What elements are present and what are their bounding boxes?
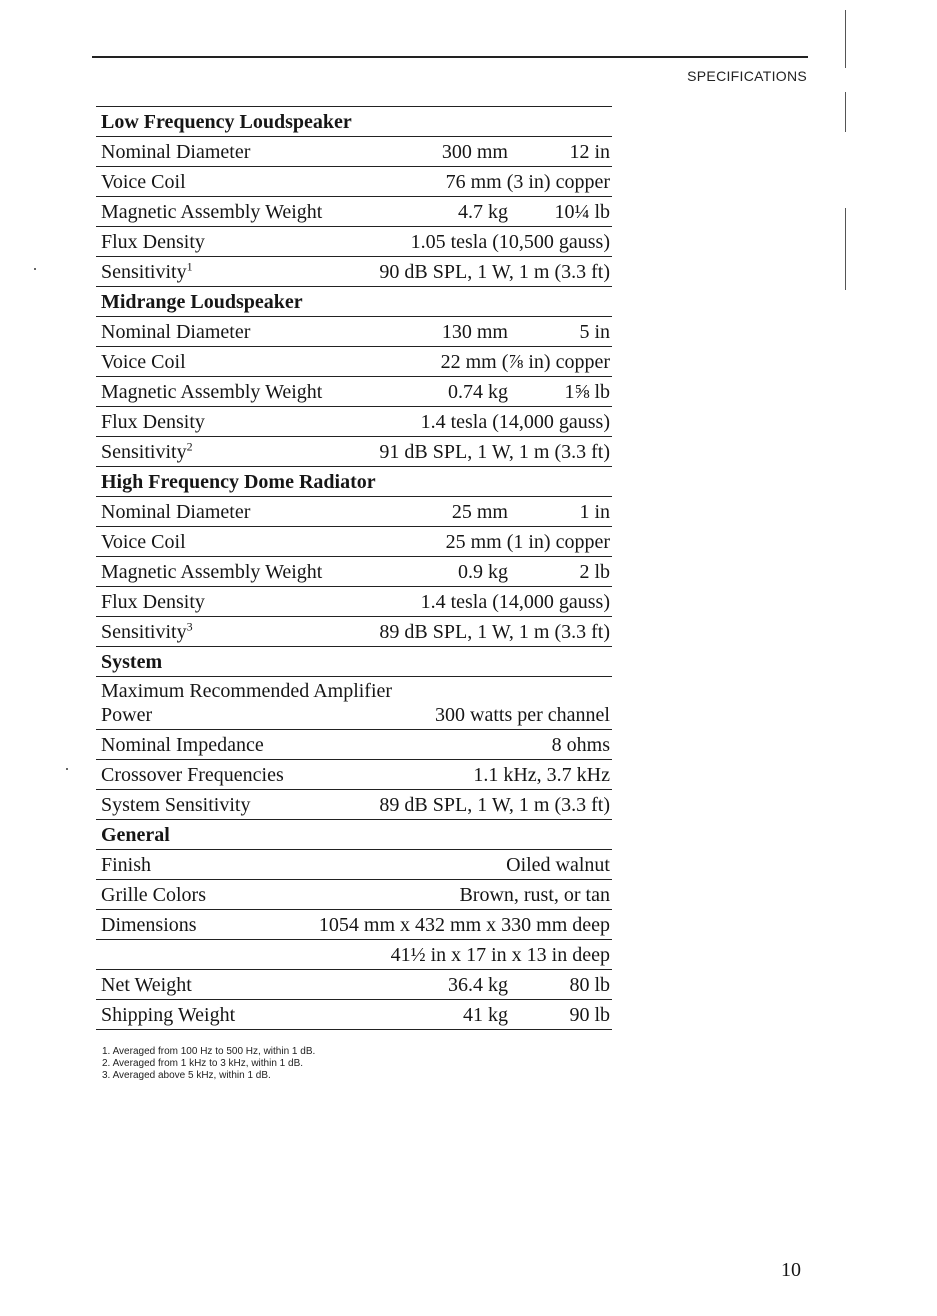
spec-row — [96, 197, 612, 227]
spec-value: 1.4 tesla (14,000 gauss) — [420, 411, 610, 433]
section-title: Low Frequency Loudspeaker — [101, 111, 352, 133]
spec-value: 1.1 kHz, 3.7 kHz — [473, 764, 610, 786]
spec-value-imperial: 10¼ lb — [554, 201, 610, 223]
section-title: Midrange Loudspeaker — [101, 291, 303, 313]
footnotes — [102, 1046, 315, 1082]
footnote: 2. Averaged from 1 kHz to 3 kHz, within 1 dB. — [102, 1058, 304, 1069]
spec-row — [96, 497, 612, 527]
spec-label — [101, 733, 264, 757]
spec-row — [96, 347, 612, 377]
spec-value: 1054 mm x 432 mm x 330 mm deep — [318, 914, 610, 936]
spec-row — [96, 617, 612, 647]
spec-label — [101, 320, 250, 344]
spec-label-text: Dimensions — [101, 914, 197, 936]
margin-mark — [845, 208, 846, 290]
spec-value: 76 mm (3 in) copper — [445, 171, 610, 193]
spec-label — [101, 883, 206, 907]
spec-label-text: Voice Coil — [101, 531, 186, 553]
footnote-ref: 2 — [186, 439, 193, 454]
spec-value-metric: 300 mm — [441, 141, 508, 163]
spec-label-text: Nominal Diameter — [101, 501, 251, 523]
spec-label — [101, 410, 205, 434]
footnote: 3. Averaged above 5 kHz, within 1 dB. — [102, 1070, 271, 1081]
spec-value-imperial: 80 lb — [569, 974, 610, 996]
spec-value-imperial: 12 in — [569, 141, 610, 163]
section-title: High Frequency Dome Radiator — [101, 471, 376, 493]
spec-label-text: Flux Density — [101, 411, 205, 433]
page-header: SPECIFICATIONS — [687, 68, 807, 84]
spec-value-imperial: 5 in — [579, 321, 610, 343]
spec-label-text: Net Weight — [101, 974, 192, 996]
spec-row — [96, 970, 612, 1000]
spec-label — [101, 230, 205, 254]
spec-label-text: Magnetic Assembly Weight — [101, 561, 323, 583]
spec-label — [101, 560, 322, 584]
spec-label — [101, 380, 322, 404]
spec-label-text: Sensitivity — [101, 621, 187, 643]
footnote: 1. Averaged from 100 Hz to 500 Hz, within 1 dB. — [102, 1046, 316, 1057]
spec-label-text: Voice Coil — [101, 351, 186, 373]
spec-value: 41½ in x 17 in x 13 in deep — [390, 944, 610, 966]
spec-value: 1.05 tesla (10,500 gauss) — [410, 231, 610, 253]
spec-value: Brown, rust, or tan — [459, 884, 610, 906]
spec-row — [96, 940, 612, 970]
spec-row — [96, 257, 612, 287]
spec-label-text: Nominal Diameter — [101, 321, 251, 343]
spec-value: 89 dB SPL, 1 W, 1 m (3.3 ft) — [379, 794, 610, 816]
spec-label — [101, 853, 151, 877]
spec-value-metric: 41 kg — [463, 1004, 508, 1026]
spec-label-text: Sensitivity — [101, 441, 187, 463]
footnote-ref: 3 — [186, 619, 193, 634]
spec-label — [101, 530, 186, 554]
spec-row — [96, 317, 612, 347]
section-heading — [96, 287, 612, 317]
spec-value-metric: 0.74 kg — [448, 381, 508, 403]
section-heading — [96, 647, 612, 677]
margin-mark — [845, 10, 846, 68]
spec-label-text: Magnetic Assembly Weight — [101, 201, 323, 223]
spec-label-text: Magnetic Assembly Weight — [101, 381, 323, 403]
spec-value: 22 mm (⅞ in) copper — [440, 351, 610, 373]
spec-label — [101, 140, 250, 164]
section-heading — [96, 107, 612, 137]
spec-label — [101, 1003, 235, 1027]
spec-row — [96, 760, 612, 790]
spec-value: 1.4 tesla (14,000 gauss) — [420, 591, 610, 613]
scan-speck — [34, 268, 36, 270]
spec-value-metric: 4.7 kg — [458, 201, 508, 223]
spec-row — [96, 167, 612, 197]
spec-label — [101, 440, 193, 464]
spec-row — [96, 730, 612, 760]
spec-label-text: Grille Colors — [101, 884, 206, 906]
spec-label — [101, 913, 197, 937]
spec-label-text: Flux Density — [101, 591, 205, 613]
footnote-ref: 1 — [186, 259, 193, 274]
spec-label-text: Shipping Weight — [101, 1004, 236, 1026]
section-title: System — [101, 651, 163, 673]
spec-label-text: Voice Coil — [101, 171, 186, 193]
spec-value: 91 dB SPL, 1 W, 1 m (3.3 ft) — [379, 441, 610, 463]
spec-label — [101, 973, 192, 997]
top-rule — [92, 56, 808, 58]
scan-speck — [66, 768, 68, 770]
spec-value: Oiled walnut — [506, 854, 610, 876]
spec-label — [101, 500, 250, 524]
spec-row — [96, 850, 612, 880]
spec-label-text: Sensitivity — [101, 261, 187, 283]
spec-row — [96, 377, 612, 407]
spec-value: 25 mm (1 in) copper — [445, 531, 610, 553]
spec-label — [101, 679, 435, 727]
spec-label-text: System Sensitivity — [101, 794, 251, 816]
spec-value: 300 watts per channel — [435, 704, 610, 726]
spec-value-imperial: 1⅝ lb — [564, 381, 610, 403]
spec-label — [101, 793, 250, 817]
spec-row — [96, 1000, 612, 1030]
spec-row — [96, 407, 612, 437]
spec-row — [96, 880, 612, 910]
spec-value-imperial: 1 in — [579, 501, 610, 523]
spec-row — [96, 587, 612, 617]
spec-label — [101, 763, 284, 787]
spec-label — [101, 260, 193, 284]
spec-value-metric: 130 mm — [441, 321, 508, 343]
spec-row — [96, 227, 612, 257]
spec-label-text: Finish — [101, 854, 152, 876]
spec-label — [101, 620, 193, 644]
spec-label-text: Flux Density — [101, 231, 205, 253]
margin-mark — [845, 92, 846, 132]
spec-label — [101, 170, 186, 194]
spec-label — [101, 350, 186, 374]
section-heading — [96, 467, 612, 497]
spec-value-metric: 0.9 kg — [458, 561, 508, 583]
spec-row — [96, 527, 612, 557]
spec-value-metric: 25 mm — [451, 501, 508, 523]
spec-label-text: Nominal Diameter — [101, 141, 251, 163]
section-title: General — [101, 824, 170, 846]
spec-row — [96, 910, 612, 940]
spec-label — [101, 590, 205, 614]
spec-value-imperial: 90 lb — [569, 1004, 610, 1026]
section-heading — [96, 820, 612, 850]
spec-label — [101, 200, 322, 224]
spec-value-imperial: 2 lb — [579, 561, 610, 583]
spec-row — [96, 137, 612, 167]
spec-table — [96, 106, 612, 1030]
spec-value-metric: 36.4 kg — [448, 974, 508, 996]
spec-row — [96, 790, 612, 820]
spec-label-text: Maximum Recommended Amplifier Power — [101, 680, 393, 726]
spec-value: 8 ohms — [551, 734, 610, 756]
spec-label-text: Nominal Impedance — [101, 734, 264, 756]
page-number: 10 — [781, 1259, 801, 1281]
spec-label-text: Crossover Frequencies — [101, 764, 284, 786]
spec-row — [96, 557, 612, 587]
spec-value: 90 dB SPL, 1 W, 1 m (3.3 ft) — [379, 261, 610, 283]
spec-value: 89 dB SPL, 1 W, 1 m (3.3 ft) — [379, 621, 610, 643]
spec-row — [96, 677, 612, 730]
spec-row — [96, 437, 612, 467]
